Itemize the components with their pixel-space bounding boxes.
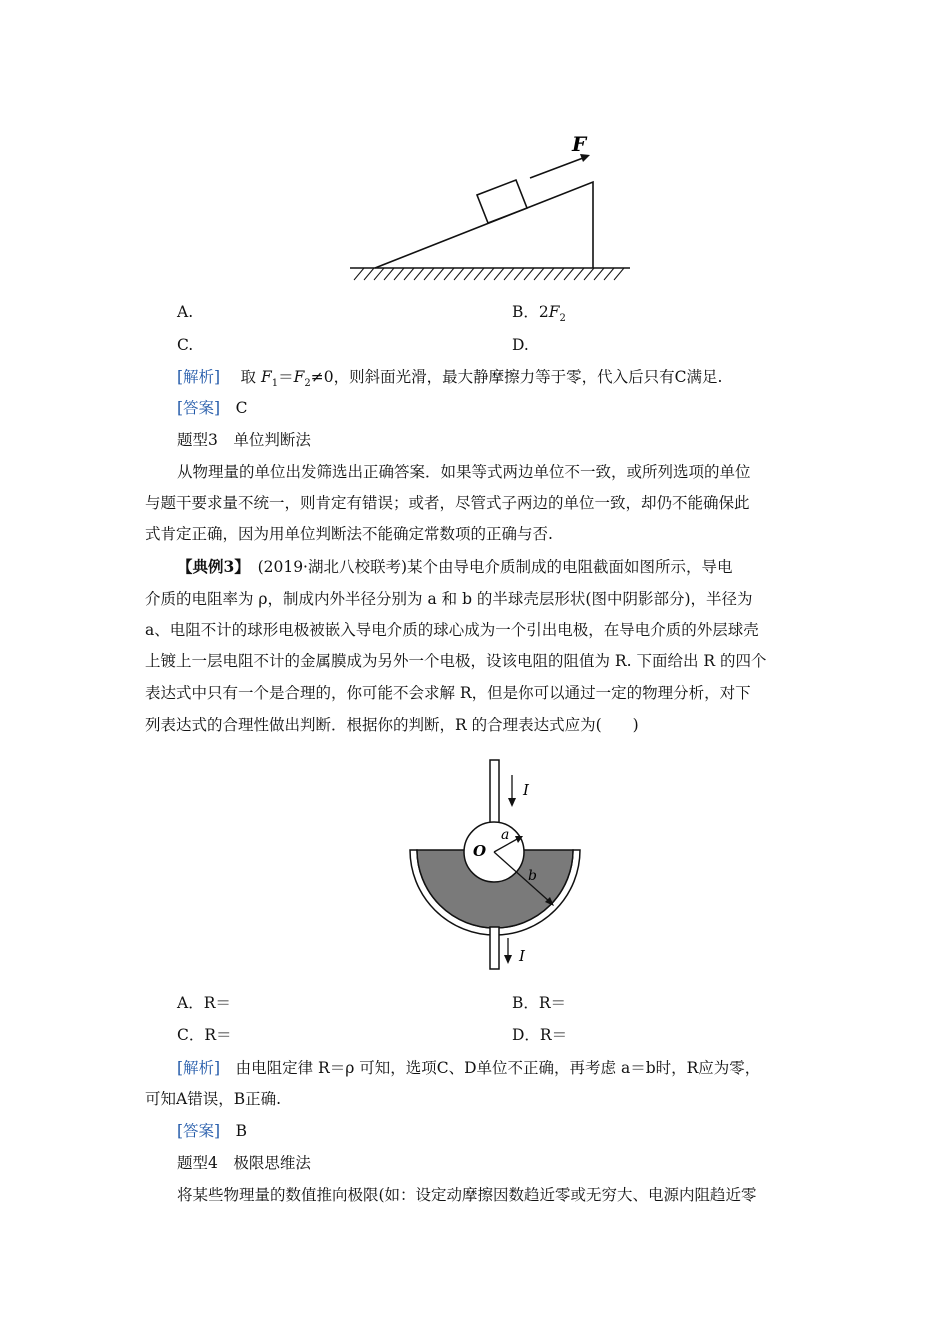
example3-line: 表达式中只有一个是合理的，你可能不会求解 R，但是你可以通过一定的物理分析，对下 [145,684,751,702]
force-label: F [572,132,587,156]
equals-sign: ＝ [278,368,294,386]
type3-heading: 题型3 单位判断法 [177,431,311,449]
type3-paragraph-line: 与题干要求量不统一，则肯定有错误；或者，尽管式子两边的单位一致，却仍不能确保此 [145,494,750,512]
q2-option-b [512,301,566,330]
shell-resistor-figure [405,755,585,975]
q3-option-d: D．R＝ [512,1026,568,1044]
var-f1: F [261,368,272,386]
analysis-tag: [解析] [177,368,221,386]
example3-line: 上镀上一层电阻不计的金属膜成为另外一个电极，设该电阻的阻值为 R. 下面给出 R 的四个 [145,652,767,670]
q2-option-a: A. [177,303,194,321]
inner-radius-label: a [501,827,510,843]
example3-line: a、电阻不计的球形电极被嵌入导电介质的球心成为一个引出电极，在导电介质的外层球壳 [145,621,759,639]
answer-tag: [答案] [177,399,221,417]
current-label-bottom: I [519,947,525,965]
center-label: O [473,842,487,860]
var-f2: F [293,368,305,386]
q3-option-a: A．R＝ [177,994,231,1012]
q2-option-b-prefix: B．2 [512,303,549,321]
answer-value: B [235,1122,248,1140]
analysis-text: 取 [240,368,257,386]
type3-paragraph-line: 从物理量的单位出发筛选出正确答案．如果等式两边单位不一致，或所列选项的单位 [177,463,751,481]
q3-option-b: B．R＝ [512,994,567,1012]
example3-text: (2019·湖北八校联考)某个由导电介质制成的电阻截面如图所示，导电 [257,558,733,576]
type4-paragraph-line: 将某些物理量的数值推向极限(如：设定动摩擦因数趋近零或无穷大、电源内阻趋近零 [177,1186,757,1204]
q3-option-c: C．R＝ [177,1026,232,1044]
var-f1-sub: 1 [271,378,279,390]
var-f2-sub: 2 [304,378,311,390]
q2-option-b-sub: 2 [559,313,566,325]
analysis-tag: [解析] [177,1059,221,1077]
example3-line [177,556,733,578]
q2-option-b-var: F [548,303,560,321]
example3-tag: 【典例3】 [177,557,243,576]
example3-line: 介质的电阻率为 ρ，制成内外半径分别为 a 和 b 的半球壳层形状(图中阴影部分)，半径为 [145,590,753,608]
analysis-text: 由电阻定律 R＝ρ 可知，选项C、D单位不正确，再考虑 a＝b时，R应为零， [235,1059,761,1077]
incline-figure [340,125,640,285]
q2-analysis [177,366,722,395]
example3-line: 列表达式的合理性做出判断．根据你的判断，R 的合理表达式应为( ) [145,716,639,734]
q3-analysis-line2: 可知A错误，B正确. [145,1090,282,1108]
q3-answer [177,1120,247,1142]
answer-tag: [答案] [177,1122,221,1140]
outer-radius-label: b [528,868,537,884]
analysis-text-rest: ≠0，则斜面光滑，最大静摩擦力等于零，代入后只有C满足. [310,368,723,386]
answer-value: C [235,399,248,417]
q2-option-d: D. [512,336,529,354]
q2-answer [177,397,248,419]
q3-analysis [177,1057,760,1079]
q2-option-c: C. [177,336,194,354]
current-label-top: I [523,781,529,799]
type4-heading: 题型4 极限思维法 [177,1154,311,1172]
type3-paragraph-line: 式肯定正确，因为用单位判断法不能确定常数项的正确与否. [145,525,553,543]
